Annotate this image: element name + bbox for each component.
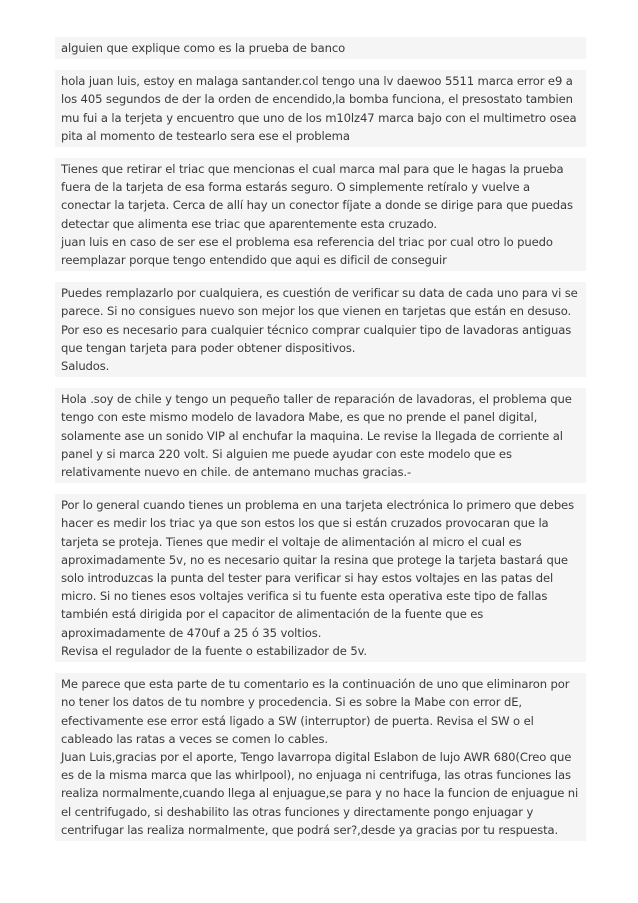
- comment-text: Tienes que retirar el triac que mencionas el cual marca mal para que le hagas la prueba fuera de la tarjeta de esa forma estarás seguro. O simplemente retíralo y vuelve a conectar la tarjeta. Cerca de allí hay un conector fíjate a donde se dirige para que puedas detectar que alimenta ese triac que aparentemente esta cruzado.: [61, 162, 573, 231]
- comment-block: [55, 158, 586, 271]
- comment-text: Hola .soy de chile y tengo un pequeño taller de reparación de lavadoras, el problema que tengo con este mismo modelo de lavadora Mabe, es que no prende el panel digital, solamente ase un sonido VIP al enchufar la maquina. Le revise la llegada de corriente al panel y si marca 220 volt. Si alguien me puede ayudar con este modelo que es relativamente nuevo en chile. de antemano muchas gracias.-: [61, 392, 572, 480]
- comment-text: Por lo general cuando tienes un problema en una tarjeta electrónica lo primero que debes hacer es medir los triac ya que son estos los que si están cruzados provocaran que la tarjeta se proteja. Tienes que medir el voltaje de alimentación al micro el cual es aproximadamente 5v, no es necesario quitar la resina que protege la tarjeta bastará que solo introduzcas la punta del tester para verificar si hay estos voltajes en las patas del micro. Si no tienes esos voltajes verifica si tu fuente esta operativa este tipo de fallas también está dirigida por el capacitor de alimentación de la fuente que es aproximadamente de 470uf a 25 ó 35 voltios.: [61, 498, 574, 640]
- comment-text: Me parece que esta parte de tu comentario es la continuación de uno que eliminaron por no tener los datos de tu nombre y procedencia. Si es sobre la Mabe con error dE, efectivamente ese error está ligado a SW (interruptor) de puerta. Revisa el SW o el cableado las ratas a veces se comen lo cables.: [61, 677, 570, 746]
- comment-block: [55, 673, 586, 841]
- comment-block: [55, 70, 586, 147]
- comment-text: hola juan luis, estoy en malaga santander.col tengo una lv daewoo 5511 marca error e9 a los 405 segundos de der la orden de encendido,la bomba funciona, el presostato tambien mu fui a la terjeta y encuentro que uno de los m10lz47 marca bajo con el multimetro osea pita al momento de testearlo sera ese el problema: [61, 74, 577, 143]
- comments-page: [55, 37, 586, 858]
- comment-block: [55, 388, 586, 483]
- comment-text: Puedes remplazarlo por cualquiera, es cuestión de verificar su data de cada uno para vi se parece. Si no consigues nuevo son mejor los que vienen en tarjetas que están en desuso. Por eso es necesario para cualquier técnico comprar cualquier tipo de lavadoras antiguas que tengan tarjeta para poder obtener dispositivos.: [61, 286, 578, 355]
- comment-block: [55, 282, 586, 377]
- comment-block: [55, 494, 586, 662]
- comment-text: alguien que explique como es la prueba de banco: [61, 41, 346, 55]
- comment-followup-text: Revisa el regulador de la fuente o estabilizador de 5v.: [61, 643, 367, 658]
- comment-block: [55, 37, 586, 59]
- comment-signoff-text: Saludos.: [61, 359, 110, 374]
- comment-reply-text: Juan Luis,gracias por el aporte, Tengo lavarropa digital Eslabon de lujo AWR 680(Creo que es de la misma marca que las whirlpool), no enjuaga ni centrifuga, las otras funciones las realiza normalmente,cuando llega al enjuague,se para y no hace la funcion de enjuague ni el centrifugado, si deshabilito las otras funciones y directamente pongo enjuagar y centrifugar las realiza normalmente, que podrá ser?,desde ya gracias por tu respuesta.: [61, 749, 579, 837]
- comment-reply-text: juan luis en caso de ser ese el problema esa referencia del triac por cual otro lo puedo reemplazar porque tengo entendido que aqui es dificil de conseguir: [61, 234, 553, 268]
